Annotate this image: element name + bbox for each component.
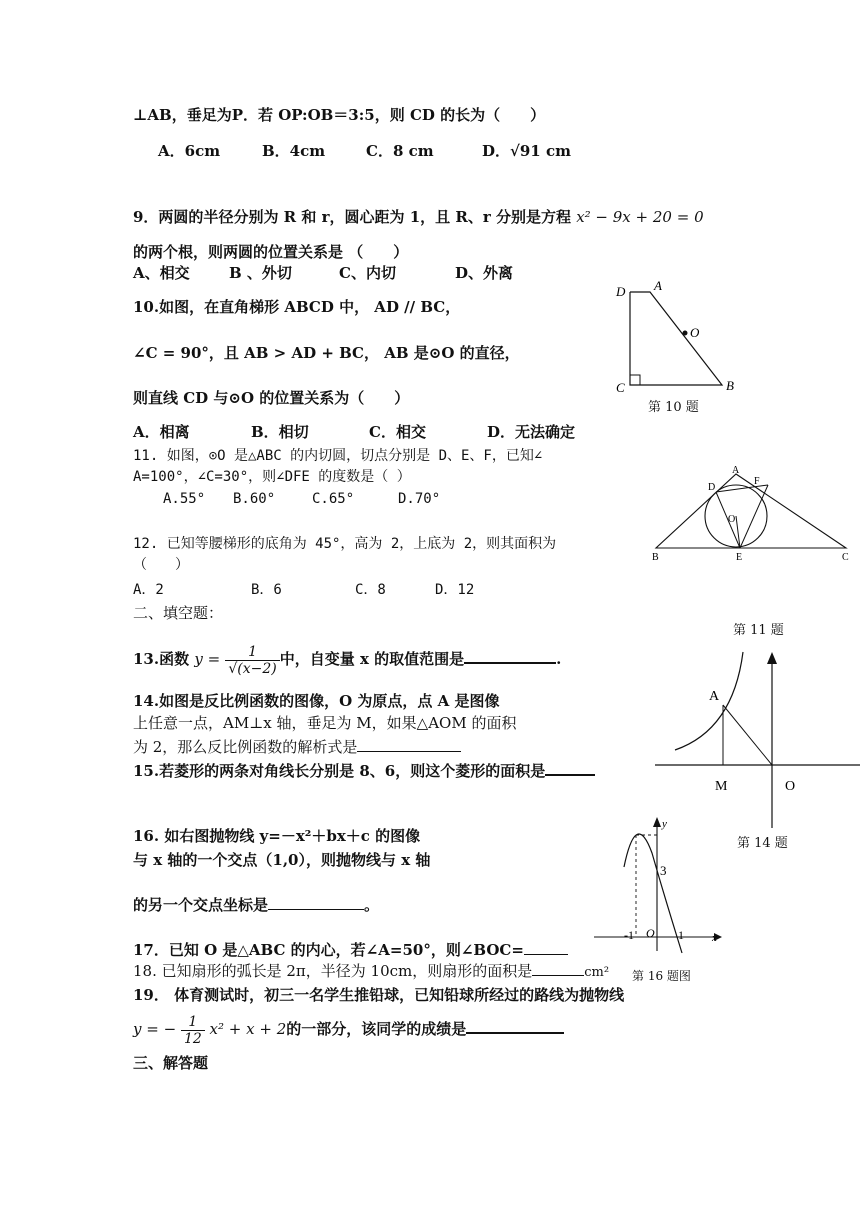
- q19-frac-num: 1: [181, 1014, 205, 1031]
- q10-line1: 10.如图，在直角梯形 ABCD 中， AD // BC，: [133, 298, 461, 316]
- q17: [133, 940, 568, 960]
- q9-stem: [133, 207, 704, 227]
- q15-text: 15.若菱形的两条对角线长分别是 8、6，则这个菱形的面积是: [133, 762, 546, 780]
- q16-answer-blank[interactable]: [268, 895, 364, 910]
- fig11-label-a: A: [732, 465, 740, 476]
- fig11-label-f: F: [754, 476, 760, 487]
- q10-options: [133, 422, 575, 442]
- q18-answer-blank[interactable]: [532, 961, 584, 976]
- q14-line3-text: 为 2，那么反比例函数的解析式是: [133, 738, 358, 756]
- q11-option-a: A.55°: [163, 491, 206, 507]
- fig14-label-m: M: [715, 779, 728, 794]
- q18: [133, 961, 609, 983]
- q19-eq-prefix: y = −: [133, 1020, 177, 1038]
- q12-option-c: C．8: [355, 582, 386, 598]
- q9-option-c: C、内切: [339, 264, 396, 282]
- q8-stem: ⊥AB，垂足为P．若 OP:OB＝3:5，则 CD 的长为（ ）: [133, 106, 546, 124]
- q16-line3-text: 的另一个交点坐标是: [133, 896, 269, 914]
- q14-line2: 上任意一点，AM⊥x 轴，垂足为 M，如果△AOM 的面积: [133, 714, 517, 732]
- figure-10: [610, 280, 750, 410]
- q18-unit: cm²: [584, 965, 610, 980]
- fig14-label-o: O: [785, 779, 796, 794]
- fig11-caption: 第 11 题: [733, 623, 784, 638]
- q10-option-a: A．相离: [133, 423, 190, 441]
- q10-line2: ∠C = 90°，且 AB > AD + BC， AB 是⊙O 的直径，: [133, 344, 520, 362]
- q16-line3: [133, 895, 379, 915]
- q13-frac-den: √(x−2): [228, 660, 277, 677]
- fig16-label-neg1: -1: [624, 928, 634, 942]
- section-fill-in-title: 二、填空题：: [133, 604, 224, 622]
- q14-line3: [133, 737, 461, 757]
- fig11-label-e: E: [736, 552, 743, 563]
- q13-fraction: [225, 644, 279, 677]
- fig11-label-d: D: [708, 482, 716, 493]
- q9-equation: x² − 9x + 20 = 0: [576, 208, 704, 226]
- q19-line2: [133, 1010, 564, 1048]
- q19-line1: 19． 体育测试时，初三一名学生推铅球，已知铅球所经过的路线为抛物线: [133, 986, 625, 1004]
- q17-answer-blank[interactable]: [524, 940, 568, 955]
- q9-line2: 的两个根，则两圆的位置关系是 （ ）: [133, 243, 409, 261]
- q9-stem-text: 9．两圆的半径分别为 R 和 r，圆心距为 1，且 R、r 分别是方程: [133, 208, 571, 226]
- fig14-label-a: A: [709, 689, 720, 704]
- q9-option-d: D、外离: [455, 264, 514, 282]
- q12-options: [133, 580, 474, 600]
- q10-option-d: D．无法确定: [487, 423, 576, 441]
- figure-16: [590, 815, 725, 955]
- fig14-caption: 第 14 题: [737, 836, 788, 851]
- q19-fraction: [181, 1014, 205, 1047]
- q19-frac-den: 12: [183, 1030, 202, 1047]
- q17-text: 17．已知 O 是△ABC 的内心，若∠A=50°，则∠BOC=: [133, 941, 524, 959]
- fig16-label-y: y: [662, 818, 667, 830]
- fig10-label-o: O: [690, 325, 700, 340]
- fig10-label-c: C: [616, 380, 625, 395]
- q13-y-eq: y =: [194, 650, 221, 668]
- q12-line1: 12. 已知等腰梯形的底角为 45°，高为 2，上底为 2，则其面积为: [133, 536, 557, 552]
- fig11-label-o: O: [728, 514, 736, 525]
- q8-option-b: B．4cm: [262, 142, 326, 160]
- q13-frac-num: 1: [225, 644, 279, 661]
- q12-option-d: D．12: [435, 582, 475, 598]
- q16-line1: 16. 如右图抛物线 y=－x²＋bx＋c 的图像: [133, 827, 421, 845]
- q11-option-b: B.60°: [233, 491, 276, 507]
- q13-suffix: 中，自变量 x 的取值范围是: [279, 650, 465, 668]
- q12-option-a: A．2: [133, 582, 164, 598]
- q9-option-b: B 、外切: [229, 264, 292, 282]
- q8-options: [158, 141, 571, 161]
- fig11-label-b: B: [652, 552, 659, 563]
- fig10-label-d: D: [616, 284, 626, 299]
- q16-line3-end: 。: [364, 896, 380, 914]
- q14-line1: 14.如图是反比例函数的图像，O 为原点，点 A 是图像: [133, 692, 500, 710]
- section-answer-title: 三、解答题: [133, 1054, 209, 1072]
- fig16-label-o: O: [646, 926, 655, 940]
- q9-options: [133, 263, 513, 283]
- figure-11: [650, 462, 855, 572]
- fig10-label-a: A: [654, 278, 662, 293]
- fig16-label-3: 3: [660, 863, 667, 878]
- q9-option-a: A、相交: [133, 264, 190, 282]
- q11-options: [163, 489, 440, 509]
- q13-answer-blank[interactable]: [464, 648, 556, 664]
- q12-line2: （ ）: [133, 557, 189, 573]
- q18-text: 18. 已知扇形的弧长是 2π，半径为 10cm，则扇形的面积是: [133, 962, 533, 980]
- q8-option-a: A．6cm: [158, 142, 221, 160]
- q14-answer-blank[interactable]: [357, 737, 461, 752]
- q19-eq-suffix: x² + x + 2: [209, 1020, 287, 1038]
- q10-line3: 则直线 CD 与⊙O 的位置关系为（ ）: [133, 389, 410, 407]
- q19-suffix: 的一部分，该同学的成绩是: [286, 1020, 467, 1038]
- q15-answer-blank[interactable]: [545, 760, 595, 776]
- fig16-caption: 第 16 题图: [632, 969, 691, 983]
- fig16-label-x: x: [712, 932, 717, 944]
- q15: [133, 760, 595, 781]
- q11-option-d: D.70°: [398, 491, 441, 507]
- figure-14: [655, 650, 860, 830]
- q8-option-c: C．8 cm: [366, 142, 434, 160]
- q13-end: .: [556, 650, 562, 668]
- fig10-label-b: B: [726, 378, 734, 393]
- q10-option-c: C．相交: [369, 423, 426, 441]
- q8-option-d: D．√91 cm: [482, 142, 571, 160]
- fig11-label-c: C: [842, 552, 849, 563]
- q16-line2: 与 x 轴的一个交点（1,0），则抛物线与 x 轴: [133, 851, 431, 869]
- fig10-caption: 第 10 题: [648, 400, 699, 415]
- q12-option-b: B．6: [251, 582, 282, 598]
- q11-line1: 11. 如图，⊙O 是△ABC 的内切圆，切点分别是 D、E、F，已知∠: [133, 448, 543, 464]
- q10-option-b: B．相切: [251, 423, 309, 441]
- fig16-label-1: 1: [678, 928, 684, 942]
- q11-line2: A=100°，∠C=30°，则∠DFE 的度数是（ ）: [133, 469, 411, 485]
- q13: [133, 642, 561, 677]
- q11-option-c: C.65°: [312, 491, 355, 507]
- q19-answer-blank[interactable]: [466, 1018, 564, 1034]
- q13-prefix: 13.函数: [133, 650, 190, 668]
